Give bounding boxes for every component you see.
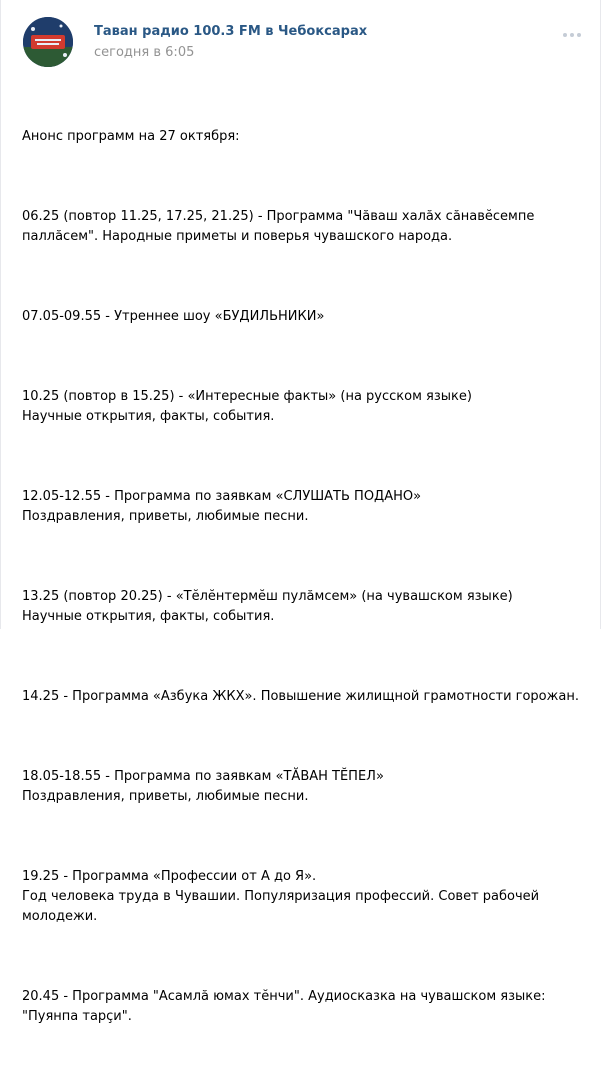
post-paragraph: 14.25 - Программа «Азбука ЖКХ». Повышение жилищной грамотности горожан. [22,689,579,704]
post-timestamp[interactable]: сегодня в 6:05 [94,45,195,60]
post-paragraph: 07.05-09.55 - Утреннее шоу «БУДИЛЬНИКИ» [22,309,325,324]
post-header [1,0,600,78]
post-paragraph: 06.25 (повтор 11.25, 17.25, 21.25) - Программа "Чăваш халăх сăнавĕсемпе паллăсем". Народные приметы и поверья чувашского народа. [22,209,539,244]
post-author-link[interactable]: Таван радио 100.3 FM в Чебоксарах [94,24,368,39]
dot [577,33,581,37]
post-paragraph: 12.05-12.55 - Программа по заявкам «СЛУШАТЬ ПОДАНО» Поздравления, приветы, любимые песни. [22,489,422,524]
radio-logo-icon [23,17,73,67]
post-paragraph: 13.25 (повтор 20.25) - «Тĕлĕнтермĕш пулăмсем» (на чувашском языке) Научные открытия, факты, события. [22,589,513,624]
more-dots-icon[interactable] [560,28,584,42]
post-paragraph: 18.05-18.55 - Программа по заявкам «ТĂВАН ТĔПЕЛ» Поздравления, приветы, любимые песни. [22,769,384,804]
post-paragraph: 20.45 - Программа "Асамлă юмах тĕнчи". Аудиосказка на чувашском языке: "Пуянпа тарçи". [22,989,550,1024]
dot [570,33,574,37]
dot [563,33,567,37]
post-paragraph: 10.25 (повтор в 15.25) - «Интересные факты» (на русском языке) Научные открытия, факты, события. [22,389,472,424]
post-text [22,87,582,1087]
post-paragraph-intro: Анонс программ на 27 октября: [22,129,240,144]
avatar[interactable] [23,17,73,67]
post-paragraph: 19.25 - Программа «Профессии от А до Я». Год человека труда в Чувашии. Популяризация профессий. Совет рабочей молодежи. [22,869,540,924]
